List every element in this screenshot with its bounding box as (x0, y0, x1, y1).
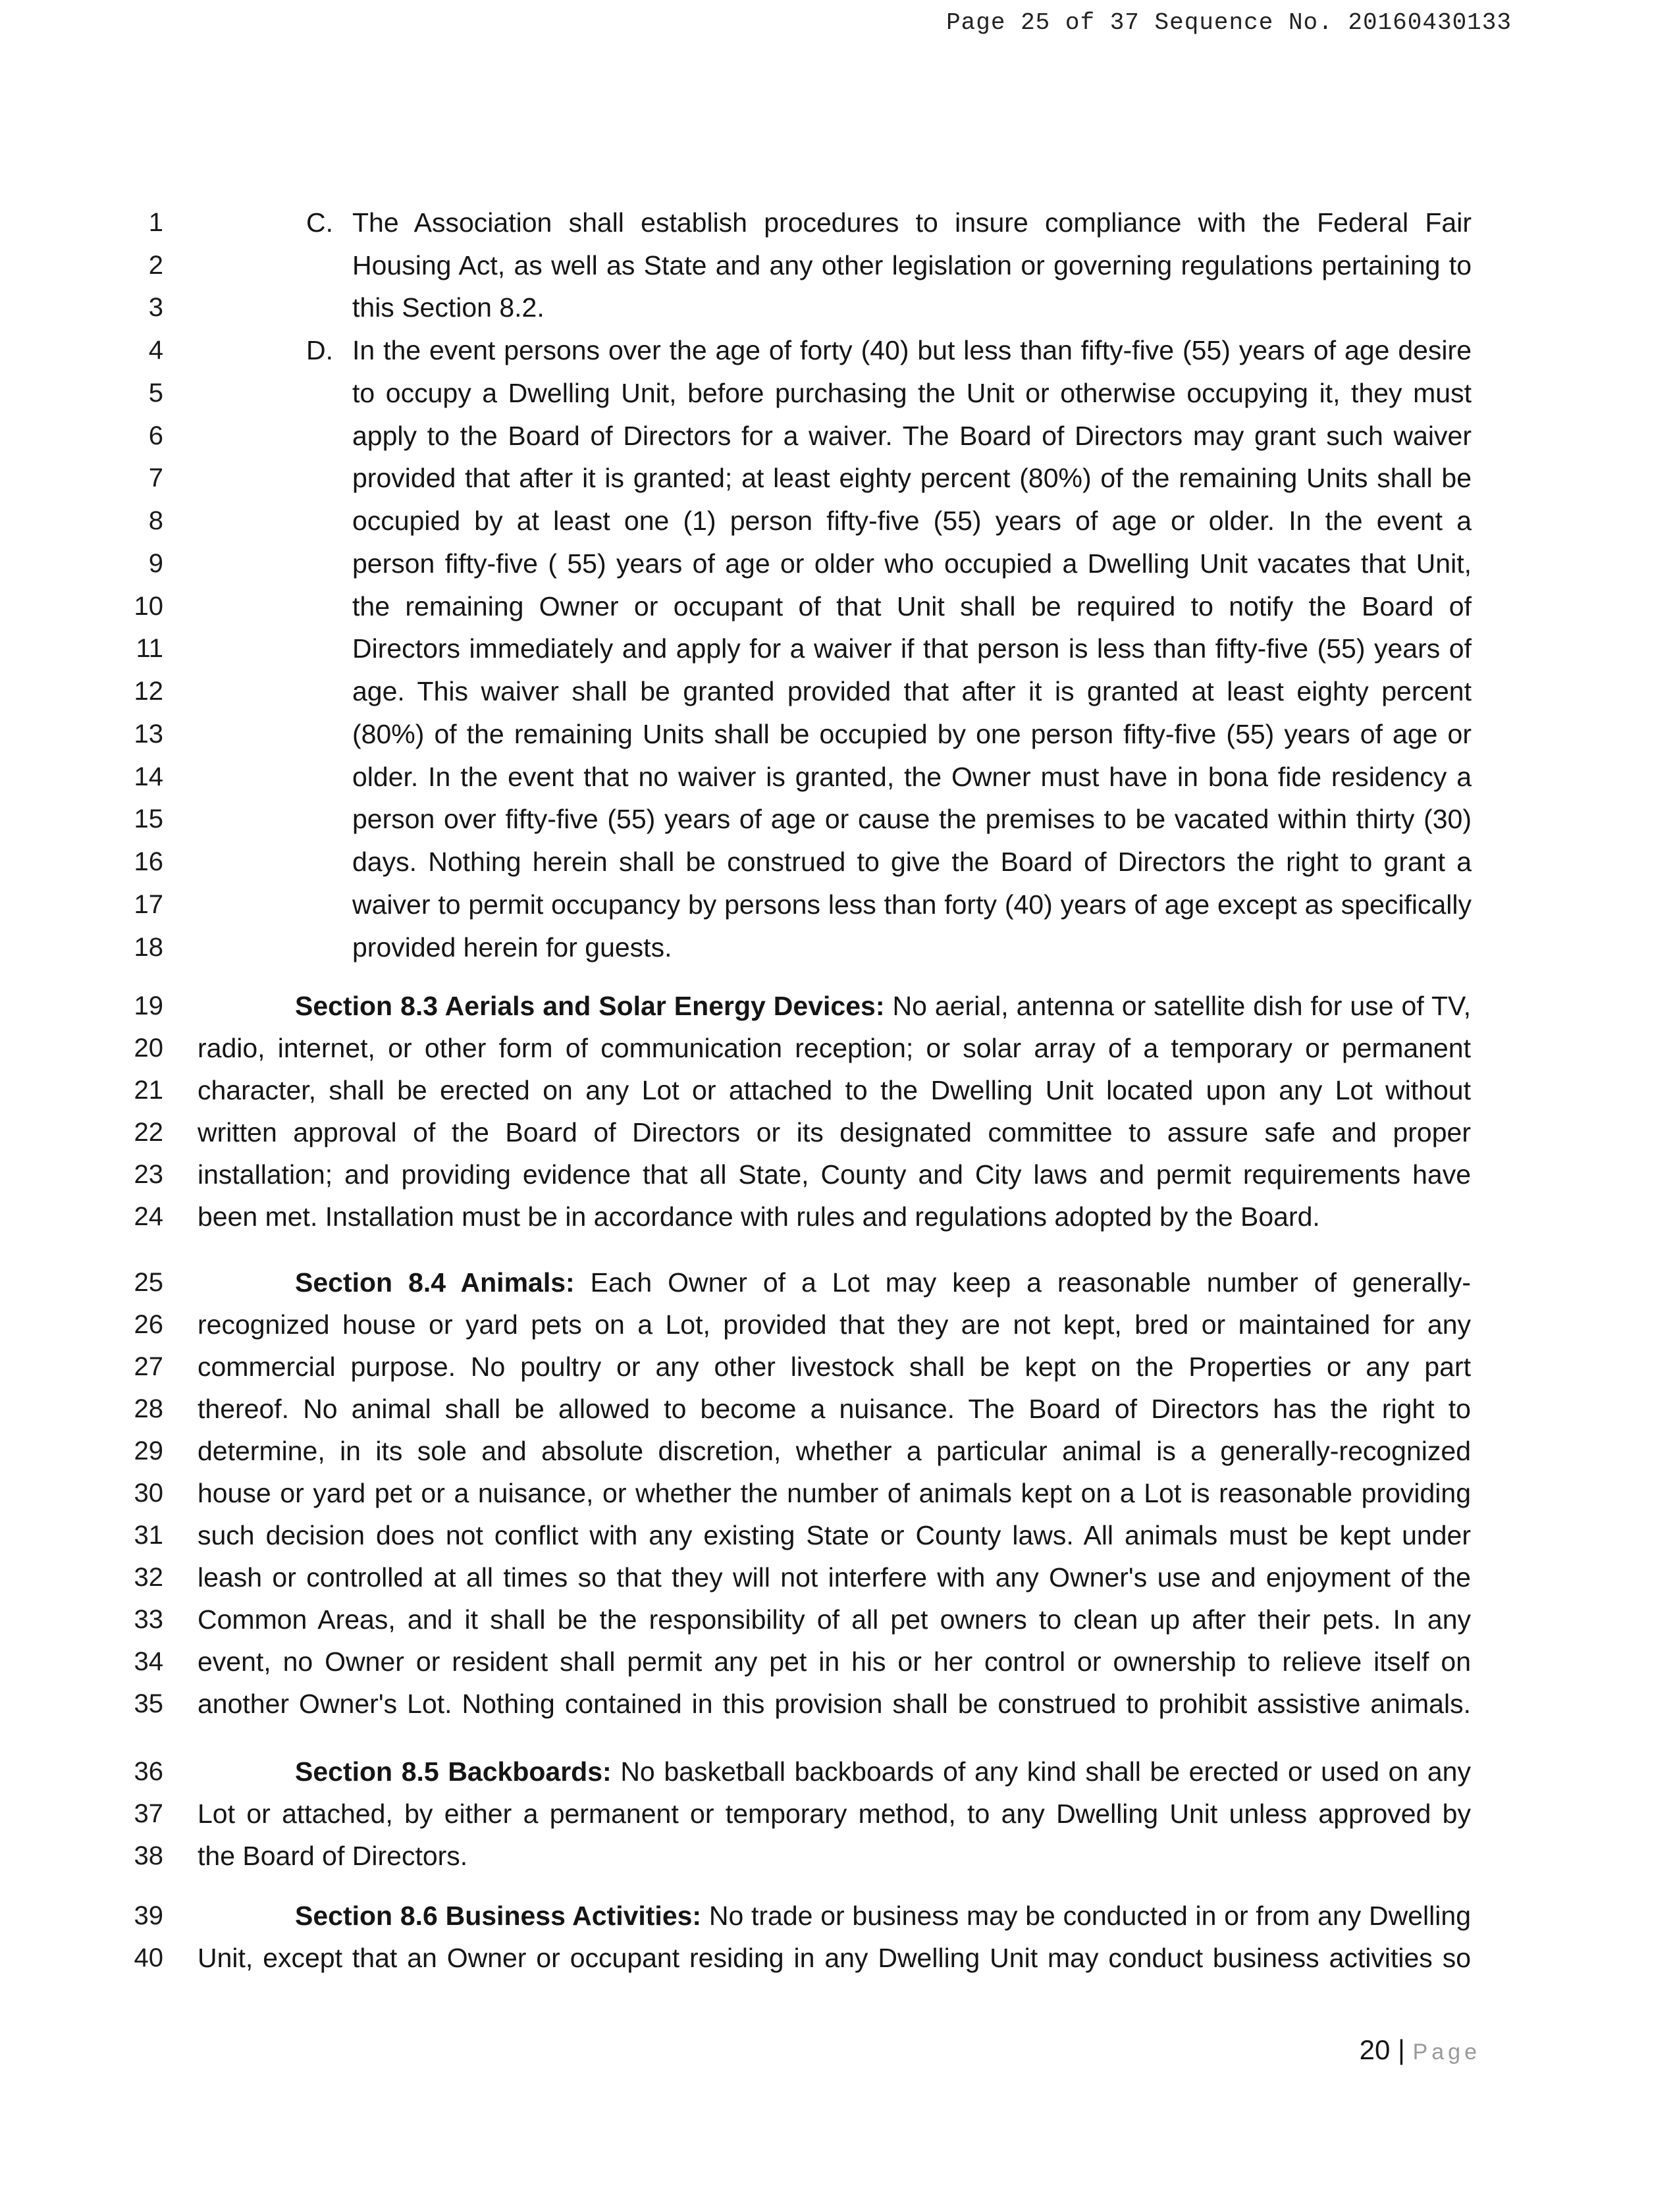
line-number: 31 (134, 1521, 163, 1550)
line-number: 38 (134, 1841, 163, 1870)
line-number: 23 (134, 1160, 163, 1189)
line-number: 20 (134, 1034, 163, 1063)
text-line: person over fifty-five (55) years of age or cause the premises to be vacated within thirty (30) (352, 804, 1472, 834)
text-line: commercial purpose. No poultry or any other livestock shall be kept on the Properties or any part (198, 1352, 1471, 1382)
section-first-line (198, 991, 1471, 1020)
text-line: such decision does not conflict with any existing State or County laws. All animals must be kept under (198, 1520, 1471, 1550)
text-line: another Owner's Lot. Nothing contained in this provision shall be construed to prohibit assistive animals. (198, 1689, 1471, 1719)
line-number: 36 (134, 1757, 163, 1786)
line-number: 3 (148, 293, 163, 322)
text-line: determine, in its sole and absolute discretion, whether a particular animal is a generally-recognized (198, 1436, 1471, 1466)
text-line: apply to the Board of Directors for a waiver. The Board of Directors may grant such waiver (352, 421, 1472, 451)
line-number: 4 (148, 336, 163, 365)
page-number: 20 (1359, 2034, 1391, 2065)
section-first-line (198, 1757, 1471, 1786)
text-line: radio, internet, or other form of communication reception; or solar array of a temporary or permanent (198, 1033, 1471, 1063)
text-line: days. Nothing herein shall be construed to give the Board of Directors the right to grant a (352, 847, 1472, 877)
text-line: waiver to permit occupancy by persons less than forty (40) years of age except as specifically (352, 889, 1472, 920)
line-number: 15 (134, 804, 163, 833)
line-number: 33 (134, 1605, 163, 1634)
line-number: 17 (134, 890, 163, 919)
text-line: person fifty-five ( 55) years of age or older who occupied a Dwelling Unit vacates that Unit, (352, 548, 1472, 579)
text-line: Lot or attached, by either a permanent or temporary method, to any Dwelling Unit unless approved by (198, 1799, 1471, 1829)
section-first-line (198, 1268, 1471, 1297)
section-heading: Section 8.5 Backboards: (295, 1756, 612, 1787)
line-number: 12 (134, 677, 163, 706)
line-number: 22 (134, 1118, 163, 1147)
text-line: In the event persons over the age of forty (40) but less than fifty-five (55) years of age desire (352, 335, 1472, 365)
text-line: Unit, except that an Owner or occupant residing in any Dwelling Unit may conduct business activities so (198, 1943, 1471, 1973)
line-number: 40 (134, 1943, 163, 1972)
text-line: recognized house or yard pets on a Lot, provided that they are not kept, bred or maintained for any (198, 1309, 1471, 1340)
text-line: age. This waiver shall be granted provided that after it is granted at least eighty percent (352, 676, 1472, 706)
line-number: 18 (134, 933, 163, 962)
list-marker: C. (306, 207, 333, 238)
line-number: 25 (134, 1268, 163, 1297)
line-number: 9 (148, 549, 163, 578)
section-heading: Section 8.3 Aerials and Solar Energy Devices: (295, 991, 885, 1021)
line-number: 11 (136, 634, 163, 663)
section-first-line (198, 1901, 1471, 1930)
line-number: 16 (134, 847, 163, 876)
line-number: 1 (148, 208, 163, 237)
line-number: 28 (134, 1394, 163, 1423)
text-line: the Board of Directors. (198, 1841, 468, 1871)
text-line: leash or controlled at all times so that they will not interfere with any Owner's use and enjoyment of the (198, 1562, 1471, 1593)
text-line: character, shall be erected on any Lot or attached to the Dwelling Unit located upon any Lot without (198, 1075, 1471, 1105)
text-line: Housing Act, as well as State and any other legislation or governing regulations pertaining to (352, 250, 1472, 280)
section-text: No basketball backboards of any kind shall be erected or used on any (620, 1756, 1471, 1787)
line-number: 8 (148, 506, 163, 535)
line-number: 13 (134, 720, 163, 749)
line-number: 5 (148, 379, 163, 408)
text-line: to occupy a Dwelling Unit, before purchasing the Unit or otherwise occupying it, they must (352, 378, 1472, 408)
line-number: 14 (134, 762, 163, 791)
text-line: this Section 8.2. (352, 292, 545, 323)
line-number: 34 (134, 1647, 163, 1676)
text-line: event, no Owner or resident shall permit any pet in his or her control or ownership to relieve itself on (198, 1646, 1471, 1677)
list-marker: D. (306, 335, 333, 365)
text-line: Directors immediately and apply for a waiver if that person is less than fifty-five (55) years of (352, 633, 1472, 664)
text-line: occupied by at least one (1) person fifty-five (55) years of age or older. In the event a (352, 506, 1472, 536)
line-number: 35 (134, 1689, 163, 1718)
line-number: 10 (134, 592, 163, 621)
section-text: Each Owner of a Lot may keep a reasonable number of generally- (590, 1267, 1471, 1298)
text-line: Common Areas, and it shall be the responsibility of all pet owners to clean up after their pets. In any (198, 1604, 1471, 1635)
text-line: written approval of the Board of Directors or its designated committee to assure safe and proper (198, 1117, 1471, 1147)
line-number: 26 (134, 1310, 163, 1339)
text-line: the remaining Owner or occupant of that Unit shall be required to notify the Board of (352, 591, 1472, 621)
section-heading: Section 8.4 Animals: (295, 1267, 575, 1298)
line-number: 32 (134, 1563, 163, 1592)
line-number: 30 (134, 1479, 163, 1508)
line-number: 7 (148, 463, 163, 492)
text-line: The Association shall establish procedures to insure compliance with the Federal Fair (352, 207, 1472, 238)
line-number: 29 (134, 1436, 163, 1465)
text-line: (80%) of the remaining Units shall be occupied by one person fifty-five (55) years of age or (352, 719, 1472, 749)
text-line: provided herein for guests. (352, 932, 672, 962)
section-heading: Section 8.6 Business Activities: (295, 1901, 702, 1931)
line-number: 6 (148, 421, 163, 450)
text-line: been met. Installation must be in accordance with rules and regulations adopted by the Board. (198, 1201, 1320, 1232)
line-number: 37 (134, 1799, 163, 1828)
text-line: house or yard pet or a nuisance, or whether the number of animals kept on a Lot is reasonable providing (198, 1478, 1471, 1508)
line-number: 19 (134, 991, 163, 1020)
section-text: No aerial, antenna or satellite dish for use of TV, (892, 991, 1471, 1021)
line-number: 2 (148, 251, 163, 280)
line-number: 39 (134, 1901, 163, 1930)
footer-separator: | (1398, 2034, 1405, 2065)
line-number: 21 (134, 1076, 163, 1105)
line-number: 27 (134, 1352, 163, 1381)
page-header: Page 25 of 37 Sequence No. 20160430133 (946, 9, 1512, 36)
text-line: older. In the event that no waiver is granted, the Owner must have in bona fide residency a (352, 762, 1472, 792)
text-line: thereof. No animal shall be allowed to become a nuisance. The Board of Directors has the right to (198, 1394, 1471, 1424)
text-line: installation; and providing evidence that all State, County and City laws and permit requirements have (198, 1159, 1471, 1190)
footer-page-label: Page (1412, 2040, 1481, 2065)
line-number: 24 (134, 1202, 163, 1231)
text-line: provided that after it is granted; at least eighty percent (80%) of the remaining Units shall be (352, 463, 1472, 493)
page-footer (1360, 2034, 1481, 2066)
section-text: No trade or business may be conducted in or from any Dwelling (708, 1901, 1471, 1931)
